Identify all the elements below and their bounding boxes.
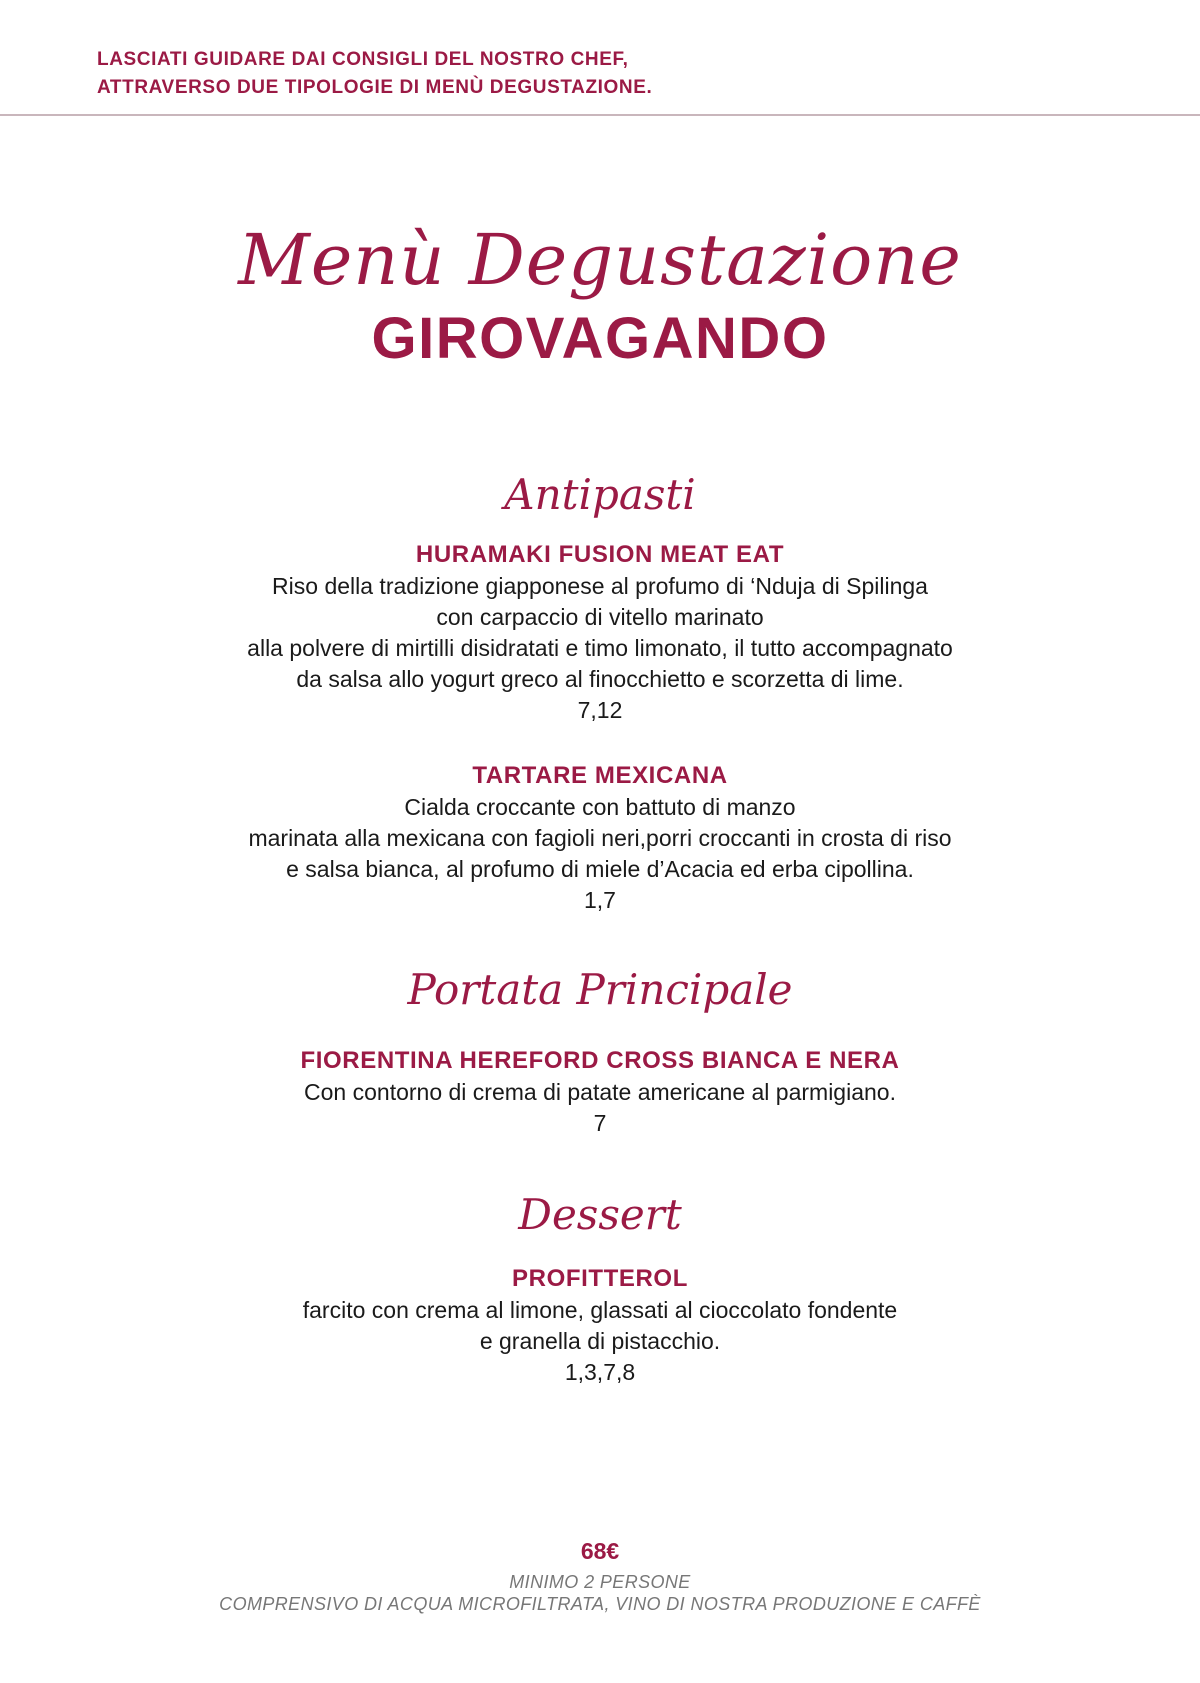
dish-name: TARTARE MEXICANA [472,762,728,789]
included-items-note: COMPRENSIVO DI ACQUA MICROFILTRATA, VINO DI NOSTRA PRODUZIONE E CAFFÈ [219,1594,981,1614]
section-heading-dessert: Dessert [518,1190,682,1239]
menu-script-title: Menù Degustazione [238,219,962,301]
description-line: farcito con crema al limone, glassati al cioccolato fondente [302,1297,898,1323]
dish-description [100,1077,1100,1108]
dish-name: HURAMAKI FUSION MEAT EAT [415,541,785,568]
dish-description [100,1295,1100,1357]
dish-fiorentina [100,1045,1100,1139]
dish-allergens: 1,3,7,8 [564,1359,636,1385]
description-line: da salsa allo yogurt greco al finocchietto e scorzetta di lime. [296,666,904,692]
dish-description [100,571,1100,695]
description-line: Riso della tradizione giapponese al profumo di ‘Nduja di Spilinga [272,573,928,599]
section-heading-antipasti: Antipasti [504,470,696,519]
description-line: marinata alla mexicana con fagioli neri,porri croccanti in crosta di riso [248,825,952,851]
description-line: e salsa bianca, al profumo di miele d’Acacia ed erba cipollina. [286,856,914,882]
header-line-1: LASCIATI GUIDARE DAI CONSIGLI DEL NOSTRO CHEF, [97,49,629,70]
dish-name: FIORENTINA HEREFORD CROSS BIANCA E NERA [300,1047,900,1074]
page-header [97,46,1097,102]
dish-allergens: 1,7 [584,887,616,913]
menu-title: GIROVAGANDO [371,306,829,371]
dish-description [100,792,1100,885]
description-line: e granella di pistacchio. [479,1328,721,1354]
dish-allergens: 7 [593,1110,607,1136]
section-heading-portata-principale: Portata Principale [407,965,793,1014]
minimum-persons-note: MINIMO 2 PERSONE [509,1572,691,1592]
description-line: alla polvere di mirtilli disidratati e timo limonato, il tutto accompagnato [247,635,953,661]
header-line-2: ATTRAVERSO DUE TIPOLOGIE DI MENÙ DEGUSTAZIONE. [97,77,653,98]
menu-price: 68€ [580,1538,620,1564]
description-line: Con contorno di crema di patate americane al parmigiano. [304,1079,896,1105]
dish-allergens: 7,12 [577,697,623,723]
description-line: con carpaccio di vitello marinato [436,604,764,630]
dish-profitterol [100,1263,1100,1388]
dish-tartare-mexicana [100,760,1100,916]
dish-name: PROFITTEROL [512,1265,688,1292]
header-divider [0,114,1200,116]
dish-huramaki [100,539,1100,726]
description-line: Cialda croccante con battuto di manzo [404,794,796,820]
